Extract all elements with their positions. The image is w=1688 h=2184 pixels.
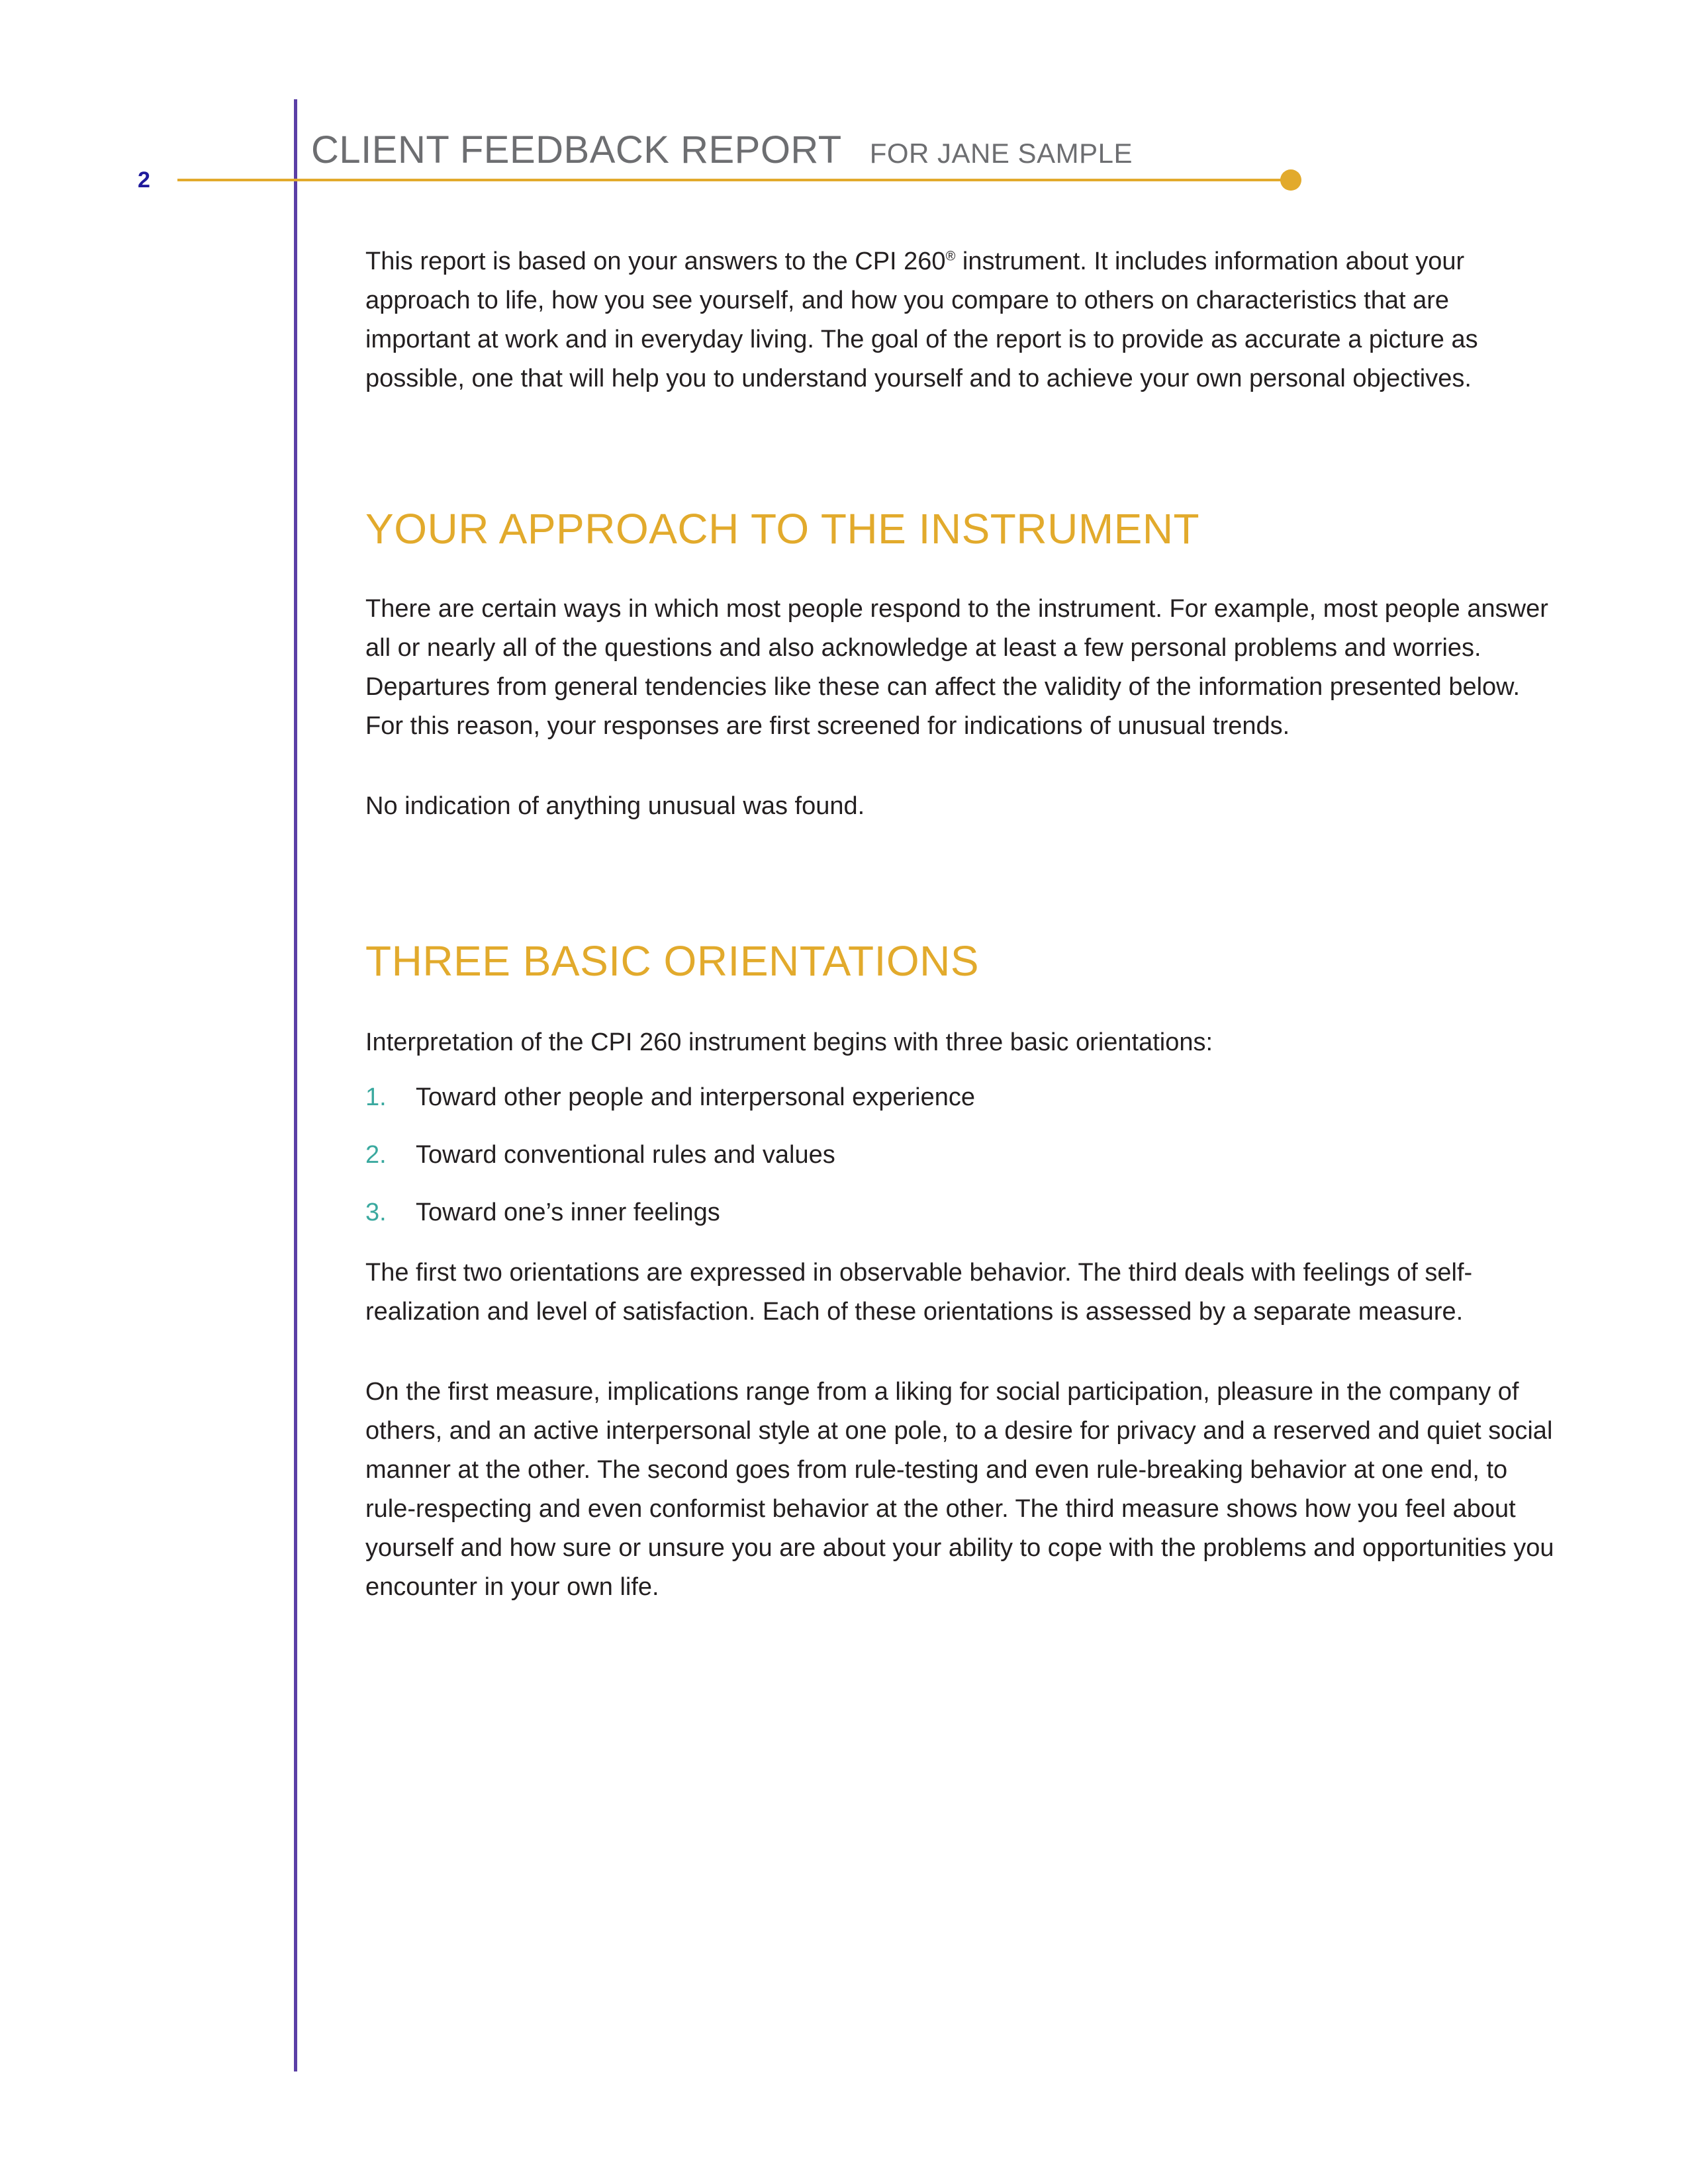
header-rule	[177, 179, 1289, 181]
orientations-list	[365, 1078, 1557, 1232]
intro-text-end: instrument. It includes information about your approach to life, how you see yourself, and how you compare to others on characteristics that are important at work and in everyday living. The goal of the report is to provide as accurate a picture as possible, one that will help you to understand yourself and to achieve your own personal objectives.	[365, 248, 1478, 392]
orientations-paragraph-1: The first two orientations are expressed in observable behavior. The third deals with feelings of self-realization and level of satisfaction. Each of these orientations is assessed by a separate measure.	[365, 1259, 1473, 1326]
approach-paragraph: There are certain ways in which most people respond to the instrument. For example, most people answer all or nearly all of the questions and also acknowledge at least a few personal problems and worries. Departures from general tendencies like these can affect the validity of the information presented below. For this reason, your responses are first screened for indications of unusual trends.	[365, 595, 1548, 740]
vertical-margin-rule	[294, 99, 297, 2071]
report-header	[311, 128, 1133, 171]
orientations-paragraph-2: On the first measure, implications range from a liking for social participation, pleasure in the company of others, and an active interpersonal style at one pole, to a desire for privacy and a reserved and quiet social manner at the other. The second goes from rule-testing and even rule-breaking behavior at one end, to rule-respecting and even conformist behavior at the other. The third measure shows how you feel about yourself and how sure or unsure you are about your ability to cope with the problems and opportunities you encounter in your own life.	[365, 1378, 1554, 1601]
intro-paragraph	[365, 242, 1557, 398]
list-item-number: 3.	[365, 1199, 387, 1226]
list-item-text: Toward conventional rules and values	[416, 1141, 835, 1169]
report-body	[365, 242, 1557, 1607]
registered-mark: ®	[945, 249, 956, 264]
list-item	[365, 1078, 1557, 1117]
list-item-text: Toward other people and interpersonal experience	[416, 1083, 975, 1111]
list-item-number: 1.	[365, 1083, 387, 1111]
section-heading-approach: YOUR APPROACH TO THE INSTRUMENT	[365, 505, 1200, 553]
header-rule-dot	[1280, 169, 1301, 191]
list-item-number: 2.	[365, 1141, 387, 1169]
list-item-text: Toward one’s inner feelings	[416, 1199, 720, 1226]
section-heading-orientations: THREE BASIC ORIENTATIONS	[365, 937, 980, 985]
orientations-lead: Interpretation of the CPI 260 instrument begins with three basic orientations:	[365, 1028, 1213, 1056]
intro-text-start: This report is based on your answers to the CPI 260	[365, 248, 946, 275]
list-item	[365, 1193, 1557, 1232]
page-number: 2	[138, 167, 150, 193]
list-item	[365, 1136, 1557, 1175]
approach-result: No indication of anything unusual was found.	[365, 792, 865, 820]
report-subtitle: FOR JANE SAMPLE	[869, 138, 1133, 169]
report-title: CLIENT FEEDBACK REPORT	[311, 128, 842, 171]
